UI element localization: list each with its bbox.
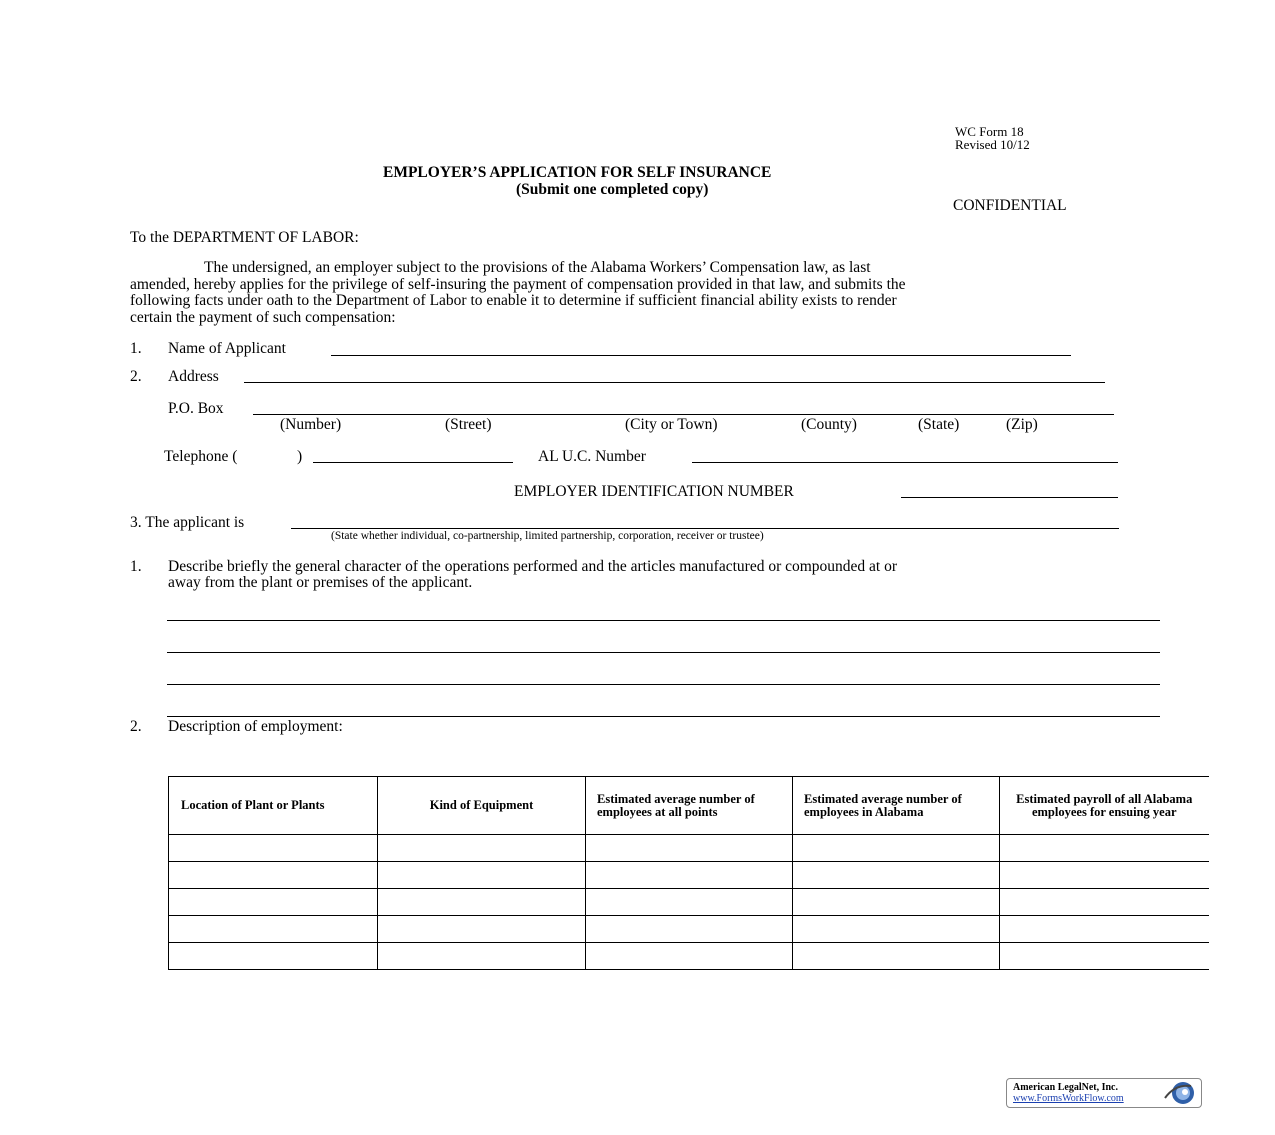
address-field[interactable]: [244, 382, 1105, 383]
table-cell[interactable]: [793, 862, 1000, 889]
address-part-state: (State): [918, 416, 960, 433]
operations-answer-line[interactable]: [167, 652, 1160, 653]
table-row: [169, 862, 1209, 889]
operations-answer-line[interactable]: [167, 620, 1160, 621]
employment-number: 2.: [130, 718, 142, 735]
form-subtitle: (Submit one completed copy): [516, 181, 709, 198]
operations-number: 1.: [130, 558, 142, 575]
column-header-equipment: Kind of Equipment: [378, 777, 586, 835]
salutation: To the DEPARTMENT OF LABOR:: [130, 229, 359, 246]
form-number: WC Form 18: [955, 124, 1024, 139]
address-number: 2.: [130, 368, 142, 385]
table-cell[interactable]: [586, 889, 793, 916]
table-cell[interactable]: [169, 943, 378, 970]
ein-label: EMPLOYER IDENTIFICATION NUMBER: [514, 483, 794, 500]
table-cell[interactable]: [793, 943, 1000, 970]
logo-company-name: American LegalNet, Inc.: [1013, 1082, 1118, 1093]
table-cell[interactable]: [1000, 862, 1209, 889]
table-row: [169, 835, 1209, 862]
table-cell[interactable]: [169, 862, 378, 889]
address-part-zip: (Zip): [1006, 416, 1038, 433]
intro-line-2: amended, hereby applies for the privilege of self-insuring the payment of compensation provided in that law, and submits the: [130, 276, 906, 293]
column-header-location: Location of Plant or Plants: [169, 777, 378, 835]
table-cell[interactable]: [586, 943, 793, 970]
applicant-type-field[interactable]: [291, 528, 1119, 529]
table-cell[interactable]: [586, 916, 793, 943]
table-cell[interactable]: [169, 889, 378, 916]
table-cell[interactable]: [793, 835, 1000, 862]
revision-date: Revised 10/12: [955, 137, 1030, 152]
table-cell[interactable]: [378, 943, 586, 970]
table-cell[interactable]: [169, 916, 378, 943]
employment-label: Description of employment:: [168, 718, 343, 735]
table-cell[interactable]: [169, 835, 378, 862]
column-header-payroll: Estimated payroll of all Alabama employees for ensuing year: [1000, 777, 1209, 835]
table-cell[interactable]: [378, 916, 586, 943]
intro-line-4: certain the payment of such compensation:: [130, 309, 396, 326]
applicant-type-hint: (State whether individual, co-partnership, limited partnership, corporation, receiver or trustee): [331, 530, 764, 542]
form-title: EMPLOYER’S APPLICATION FOR SELF INSURANCE: [383, 164, 772, 181]
logo-url-link[interactable]: www.FormsWorkFlow.com: [1013, 1093, 1124, 1104]
operations-answer-line[interactable]: [167, 684, 1160, 685]
address-part-street: (Street): [445, 416, 492, 433]
table-header-row: [169, 777, 1209, 835]
globe-icon: [1161, 1080, 1199, 1106]
table-row: [169, 943, 1209, 970]
operations-question-line-2: away from the plant or premises of the applicant.: [168, 574, 473, 591]
intro-line-3: following facts under oath to the Department of Labor to enable it to determine if sufficient financial ability exists to render: [130, 292, 897, 309]
address-label: Address: [168, 368, 219, 385]
confidential-label: CONFIDENTIAL: [953, 197, 1067, 214]
ein-field[interactable]: [901, 497, 1118, 498]
al-uc-number-field[interactable]: [692, 462, 1118, 463]
applicant-type-label: 3. The applicant is: [130, 514, 245, 531]
telephone-close-paren: ): [297, 448, 303, 465]
table-cell[interactable]: [1000, 943, 1209, 970]
telephone-label: Telephone (: [164, 448, 238, 465]
po-box-field[interactable]: [253, 414, 1114, 415]
table-cell[interactable]: [378, 835, 586, 862]
operations-answer-line[interactable]: [167, 716, 1160, 717]
address-part-county: (County): [801, 416, 857, 433]
table-cell[interactable]: [1000, 889, 1209, 916]
forms-workflow-logo: [1006, 1078, 1202, 1108]
po-box-label: P.O. Box: [168, 400, 224, 417]
table-cell[interactable]: [1000, 916, 1209, 943]
table-cell[interactable]: [1000, 835, 1209, 862]
table-cell[interactable]: [586, 862, 793, 889]
column-header-employees-all: Estimated average number of employees at all points: [586, 777, 793, 835]
operations-question-line-1: Describe briefly the general character of the operations performed and the articles manufactured or compounded at or: [168, 558, 898, 575]
table-row: [169, 916, 1209, 943]
table-cell[interactable]: [378, 862, 586, 889]
address-part-city: (City or Town): [625, 416, 718, 433]
al-uc-number-label: AL U.C. Number: [538, 448, 646, 465]
name-of-applicant-field[interactable]: [331, 355, 1071, 356]
name-number: 1.: [130, 340, 142, 357]
address-part-number: (Number): [280, 416, 342, 433]
column-header-employees-alabama: Estimated average number of employees in Alabama: [793, 777, 1000, 835]
employment-table: [168, 776, 1209, 970]
table-cell[interactable]: [378, 889, 586, 916]
table-cell[interactable]: [586, 835, 793, 862]
telephone-field[interactable]: [313, 462, 513, 463]
table-cell[interactable]: [793, 916, 1000, 943]
table-row: [169, 889, 1209, 916]
name-of-applicant-label: Name of Applicant: [168, 340, 286, 357]
intro-line-1: The undersigned, an employer subject to the provisions of the Alabama Workers’ Compensation law, as last: [204, 259, 871, 276]
table-cell[interactable]: [793, 889, 1000, 916]
